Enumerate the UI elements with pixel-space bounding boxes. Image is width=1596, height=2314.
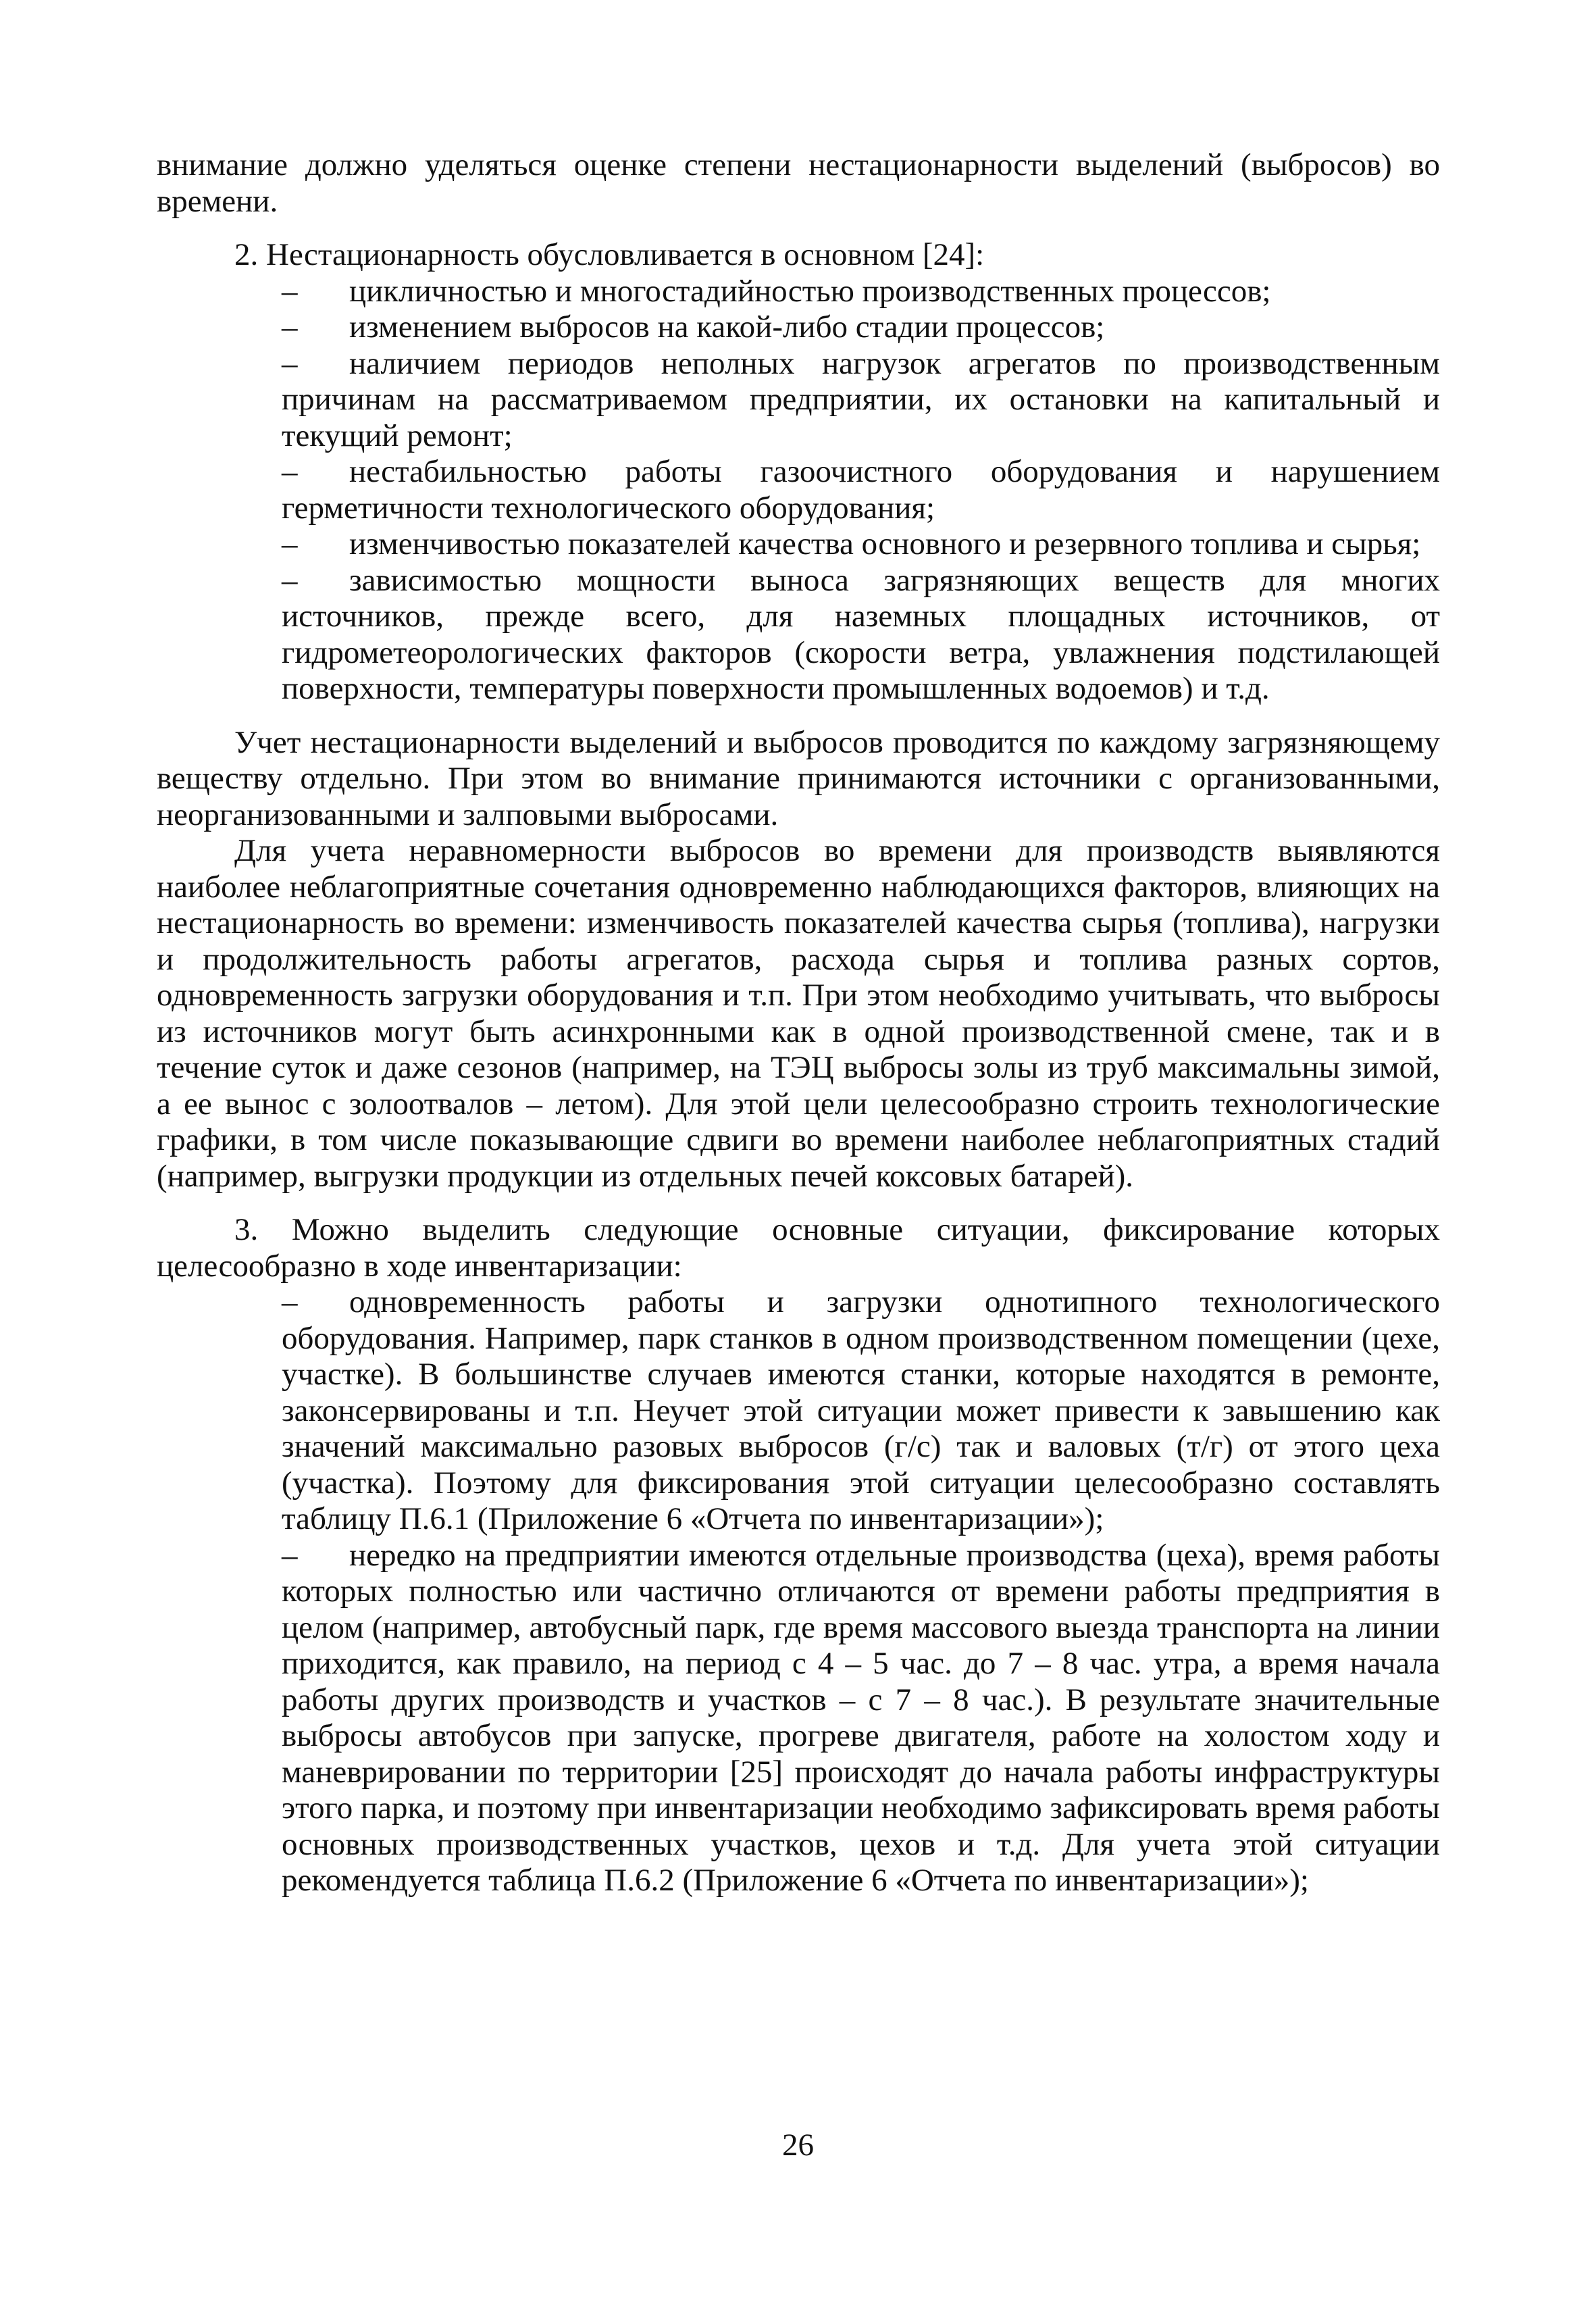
list-item: – изменением выбросов на какой-либо стадии процессов; xyxy=(282,309,1105,345)
section-2-heading: 2. Нестационарность обусловливается в основном [24]: xyxy=(234,237,985,272)
body-paragraph: Для учета неравномерности выбросов во времени для производств выявляются наиболее неблагоприятные сочетания одновременно наблюдающихся факторов, влияющих на нестационарность во времени: изменчивость показателей качества сырья (топлива), нагрузки и продолжительность работы агрегатов, расхода сырья и топлива разных сортов, одновременность загрузки оборудования и т.п. При этом необходимо учитывать, что выбросы из источников могут быть асинхронными как в одной производственной смене, так и в течение суток и даже сезонов (например, на ТЭЦ выбросы золы из труб максимальны зимой, а ее вынос с золоотвалов – летом). Для этой цели целесообразно строить технологические графики, в том числе показывающие сдвиги во времени наиболее неблагоприятных стадий (например, выгрузки продукции из отдельных печей коксовых батарей). xyxy=(157,833,1440,1194)
list-item: – изменчивостью показателей качества основного и резервного топлива и сырья; xyxy=(282,526,1421,561)
list-item: – наличием периодов неполных нагрузок агрегатов по производственным причинам на рассматриваемом предприятии, их остановки на капитальный и текущий ремонт; xyxy=(282,345,1440,453)
list-item: – одновременность работы и загрузки однотипного технологического оборудования. Например, парк станков в одном производственном помещении (цехе, участке). В большинстве случаев имеются станки, которые находятся в ремонте, законсервированы и т.п. Неучет этой ситуации может привести к завышению как значений максимально разовых выбросов (г/с) так и валовых (т/г) от этого цеха (участка). Поэтому для фиксирования этой ситуации целесообразно составлять таблицу П.6.1 (Приложение 6 «Отчета по инвентаризации»); xyxy=(282,1284,1440,1536)
list-item: – зависимостью мощности выноса загрязняющих веществ для многих источников, прежде всего, для наземных площадных источников, от гидрометеорологических факторов (скорости ветра, увлажнения подстилающей поверхности, температуры поверхности промышленных водоемов) и т.д. xyxy=(282,562,1440,706)
intro-paragraph: внимание должно уделяться оценке степени нестационарности выделений (выбросов) во времени. xyxy=(157,147,1440,219)
body-paragraph: Учет нестационарности выделений и выбросов проводится по каждому загрязняющему веществу отдельно. При этом во внимание принимаются источники с организованными, неорганизованными и залповыми выбросами. xyxy=(157,724,1440,832)
document-page xyxy=(157,147,1440,1899)
page-number: 26 xyxy=(782,2128,814,2163)
list-item: – нередко на предприятии имеются отдельные производства (цеха), время работы которых полностью или частично отличаются от времени работы предприятия в целом (например, автобусный парк, где время массового выезда транспорта на линии приходится, как правило, на период с 4 – 5 час. до 7 – 8 час. утра, а время начала работы других производств и участков – с 7 – 8 час.). В результате значительные выбросы автобусов при запуске, прогреве двигателя, работе на холостом ходу и маневрировании по территории [25] происходят до начала работы инфраструктуры этого парка, и поэтому при инвентаризации необходимо зафиксировать время работы основных производственных участков, цехов и т.д. Для учета этой ситуации рекомендуется таблица П.6.2 (Приложение 6 «Отчета по инвентаризации»); xyxy=(282,1537,1440,1898)
list-item: – цикличностью и многостадийностью производственных процессов; xyxy=(282,273,1271,309)
list-item: – нестабильностью работы газоочистного оборудования и нарушением герметичности технологического оборудования; xyxy=(282,454,1440,526)
section-3-heading: 3. Можно выделить следующие основные ситуации, фиксирование которых целесообразно в ходе инвентаризации: xyxy=(157,1212,1440,1284)
